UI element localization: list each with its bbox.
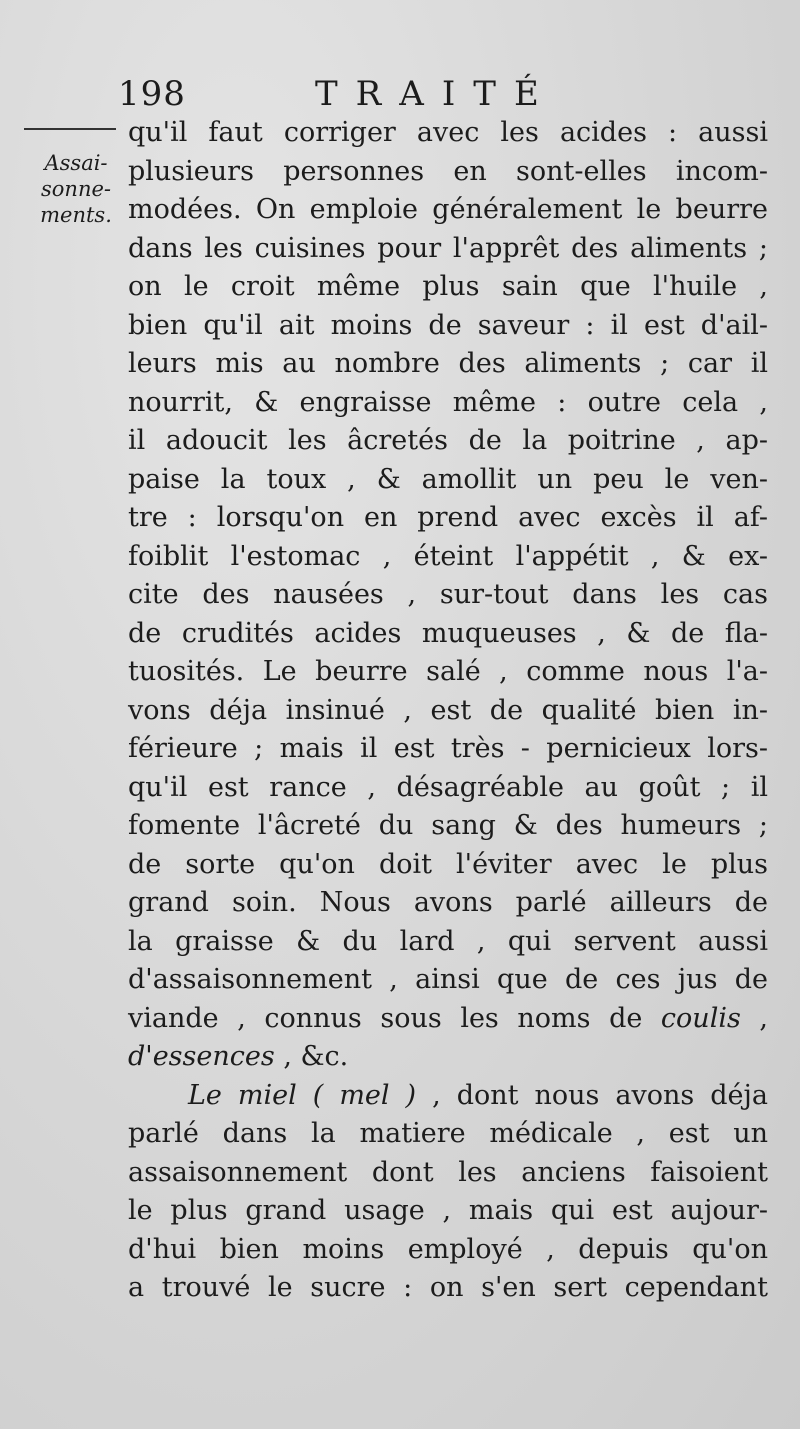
text-segment: plusieurs personnes en sont-elles incom- (128, 155, 768, 187)
text-line (128, 1231, 768, 1270)
text-segment: a trouvé le sucre : on s'en sert cependant (128, 1272, 768, 1303)
text-segment: modées. On emploie généralement le beurre (128, 194, 768, 225)
text-segment: bien qu'il ait moins de saveur : il est d'ail- (128, 309, 768, 341)
text-line (128, 923, 768, 962)
text-segment: qu'il faut corriger avec les acides : aussi (128, 117, 768, 148)
text-segment: il adoucit les âcretés de la poitrine , ap- (128, 425, 768, 456)
text-segment: leurs mis au nombre des aliments ; car il (128, 348, 768, 379)
text-line (128, 653, 768, 692)
text-line (128, 1077, 768, 1116)
text-line (128, 461, 768, 500)
text-line (128, 961, 768, 1000)
text-line (128, 846, 768, 885)
text-line (128, 191, 768, 230)
text-segment: dans les cuisines pour l'apprêt des aliments ; (128, 232, 768, 264)
text-line (128, 384, 768, 423)
italic-term: coulis (660, 1002, 741, 1034)
text-line (128, 230, 768, 269)
text-segment: , dont nous avons déja (416, 1079, 769, 1111)
text-line (128, 769, 768, 808)
text-line (128, 1192, 768, 1231)
margin-note (30, 150, 122, 228)
text-segment: la graisse & du lard , qui servent aussi (128, 925, 768, 957)
text-line (128, 1038, 768, 1077)
text-line (128, 422, 768, 461)
text-segment: nourrit, & engraisse même : outre cela , (128, 386, 768, 418)
text-segment: on le croit même plus sain que l'huile , (128, 271, 768, 302)
text-segment: cite des nausées , sur-tout dans les cas (128, 579, 768, 610)
text-segment: , (740, 1002, 768, 1034)
margin-note-line: sonne- (41, 177, 111, 201)
margin-rule (24, 128, 116, 130)
text-line (128, 692, 768, 731)
text-segment: tre : lorsqu'on en prend avec excès il af- (128, 502, 768, 533)
text-line (128, 499, 768, 538)
text-segment: férieure ; mais il est très - pernicieux lors- (128, 733, 768, 764)
text-line (128, 114, 768, 153)
text-segment: le plus grand usage , mais qui est aujour- (128, 1195, 768, 1226)
margin-note-line: ments. (40, 203, 112, 227)
text-segment: viande , connus sous les noms de (128, 1002, 661, 1034)
text-line (128, 1115, 768, 1154)
text-line (128, 807, 768, 846)
text-segment: paise la toux , & amollit un peu le ven- (128, 463, 768, 495)
text-line (128, 1269, 768, 1308)
text-segment: parlé dans la matiere médicale , est un (128, 1118, 768, 1149)
text-line (128, 730, 768, 769)
text-line (128, 538, 768, 577)
text-line (128, 1000, 768, 1039)
text-line (128, 1154, 768, 1193)
text-segment: de crudités acides muqueuses , & de fla- (128, 617, 768, 649)
text-segment: d'hui bien moins employé , depuis qu'on (128, 1233, 768, 1265)
italic-term: Le miel ( mel ) (188, 1079, 417, 1111)
text-line (128, 576, 768, 615)
text-segment: assaisonnement dont les anciens faisoient (128, 1156, 768, 1188)
page-number: 198 (118, 74, 186, 114)
text-line (128, 884, 768, 923)
running-title: TRAITÉ (315, 74, 557, 114)
text-segment: grand soin. Nous avons parlé ailleurs de (128, 887, 768, 918)
text-segment: fomente l'âcreté du sang & des humeurs ; (128, 810, 768, 841)
italic-term: d'essences (128, 1041, 275, 1072)
text-segment: , &c. (274, 1041, 349, 1072)
text-segment: vons déja insinué , est de qualité bien in- (128, 694, 768, 726)
text-line (128, 268, 768, 307)
text-line (128, 153, 768, 192)
text-segment: foiblit l'estomac , éteint l'appétit , & ex- (128, 540, 768, 572)
text-line (128, 307, 768, 346)
text-line (128, 345, 768, 384)
body-text (128, 114, 768, 1308)
text-segment: qu'il est rance , désagréable au goût ; il (128, 771, 768, 803)
margin-note-line: Assai- (44, 151, 108, 175)
text-segment: tuosités. Le beurre salé , comme nous l'a- (128, 656, 768, 687)
text-segment: d'assaisonnement , ainsi que de ces jus de (128, 964, 768, 995)
text-segment: de sorte qu'on doit l'éviter avec le plus (128, 848, 768, 880)
text-line (128, 615, 768, 654)
